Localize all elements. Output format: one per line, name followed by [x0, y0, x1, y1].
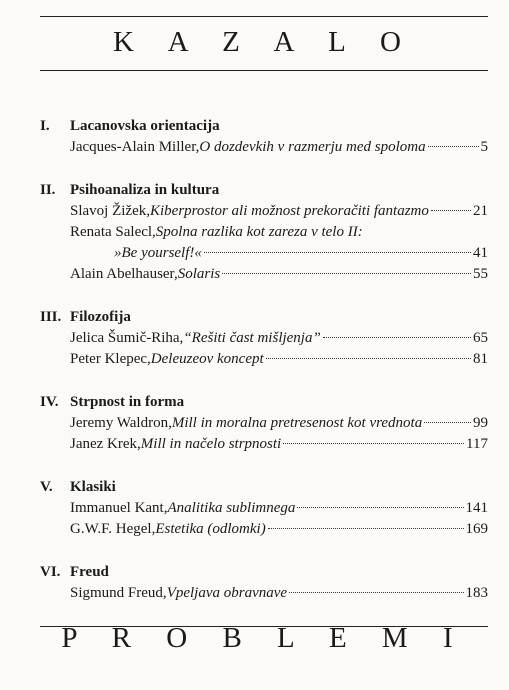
toc-entry[interactable]: [70, 328, 488, 349]
dot-leader: [266, 358, 471, 359]
page-number: 41: [473, 245, 488, 261]
section-title: Lacanovska orientacija: [70, 118, 220, 134]
section-heading: [40, 562, 488, 583]
journal-name: P R O B L E M I: [61, 622, 467, 654]
entry-title: Deleuzeov koncept: [150, 351, 264, 367]
entry-author: Alain Abelhauser,: [70, 266, 178, 282]
toc-entry[interactable]: [70, 413, 488, 434]
toc-entry[interactable]: [70, 243, 488, 264]
section-title: Freud: [70, 564, 109, 580]
toc-entry[interactable]: [70, 201, 488, 222]
entry-title: O dozdevkih v razmerju med spoloma: [199, 139, 426, 155]
toc-section: [40, 392, 488, 455]
page-number: 141: [465, 500, 488, 516]
toc-entry[interactable]: [70, 264, 488, 285]
entry-author: Slavoj Žižek,: [70, 203, 150, 219]
toc-section: [40, 477, 488, 540]
entry-author: Renata Salecl,: [70, 224, 156, 240]
entry-title: Vpeljava obravnave: [166, 585, 288, 601]
page-number: 81: [473, 351, 488, 367]
section-number: I.: [40, 118, 50, 134]
toc-section: [40, 562, 488, 604]
section-title: Filozofija: [70, 309, 131, 325]
entry-title: Estetika (odlomki): [155, 521, 266, 537]
entry-author: Janez Krek,: [70, 436, 141, 452]
toc-section: [40, 116, 488, 158]
section-number: V.: [40, 479, 53, 495]
top-rule: [40, 16, 488, 17]
dot-leader: [431, 210, 471, 211]
toc-entry[interactable]: [70, 498, 488, 519]
page-number: 65: [473, 330, 488, 346]
page-number: 169: [465, 521, 488, 537]
section-number: IV.: [40, 394, 59, 410]
section-heading: [40, 180, 488, 201]
entry-title: “Rešiti čast mišljenja”: [183, 330, 321, 346]
dot-leader: [323, 337, 471, 338]
entry-title: Analitika sublimnega: [167, 500, 296, 516]
entry-title: Mill in načelo strpnosti: [140, 436, 282, 452]
dot-leader: [289, 592, 463, 593]
entry-title: Mill in moralna pretresenost kot vrednota: [171, 415, 423, 431]
toc-entry[interactable]: [70, 137, 488, 158]
page-number: 117: [466, 436, 488, 452]
section-heading: [40, 392, 488, 413]
entry-author: Peter Klepec,: [70, 351, 151, 367]
page-number: 99: [473, 415, 488, 431]
entry-author: Jacques-Alain Miller,: [70, 139, 200, 155]
toc-entry[interactable]: [70, 583, 488, 604]
entry-author: Jeremy Waldron,: [70, 415, 172, 431]
entry-title: Solaris: [177, 266, 221, 282]
entry-title: »Be yourself!«: [114, 245, 202, 261]
entry-author: G.W.F. Hegel,: [70, 521, 156, 537]
dot-leader: [283, 443, 464, 444]
dot-leader: [297, 507, 463, 508]
section-heading: [40, 307, 488, 328]
page-number: 21: [473, 203, 488, 219]
toc-entry[interactable]: [70, 519, 488, 540]
page-number: 5: [480, 139, 488, 155]
entry-author: Jelica Šumič-Riha,: [70, 330, 184, 346]
title-underline: [40, 70, 488, 71]
entry-title: Kiberprostor ali možnost prekoračiti fantazmo: [149, 203, 429, 219]
page-title: K A Z A L O: [113, 26, 415, 58]
section-number: VI.: [40, 564, 61, 580]
toc-section: [40, 180, 488, 285]
dot-leader: [424, 422, 471, 423]
page-number: 183: [465, 585, 488, 601]
dot-leader: [268, 528, 464, 529]
section-heading: [40, 116, 488, 137]
toc-entry[interactable]: [70, 222, 488, 243]
section-number: II.: [40, 182, 56, 198]
section-title: Klasiki: [70, 479, 116, 495]
entry-author: Immanuel Kant,: [70, 500, 168, 516]
entry-author: Sigmund Freud,: [70, 585, 167, 601]
section-heading: [40, 477, 488, 498]
dot-leader: [428, 146, 479, 147]
section-number: III.: [40, 309, 62, 325]
table-of-contents: [40, 116, 488, 626]
entry-title: Spolna razlika kot zareza v telo II:: [155, 224, 363, 240]
toc-entry[interactable]: [70, 434, 488, 455]
dot-leader: [222, 273, 471, 274]
page-number: 55: [473, 266, 488, 282]
section-title: Strpnost in forma: [70, 394, 185, 410]
toc-section: [40, 307, 488, 370]
toc-entry[interactable]: [70, 349, 488, 370]
dot-leader: [204, 252, 471, 253]
section-title: Psihoanaliza in kultura: [70, 182, 220, 198]
